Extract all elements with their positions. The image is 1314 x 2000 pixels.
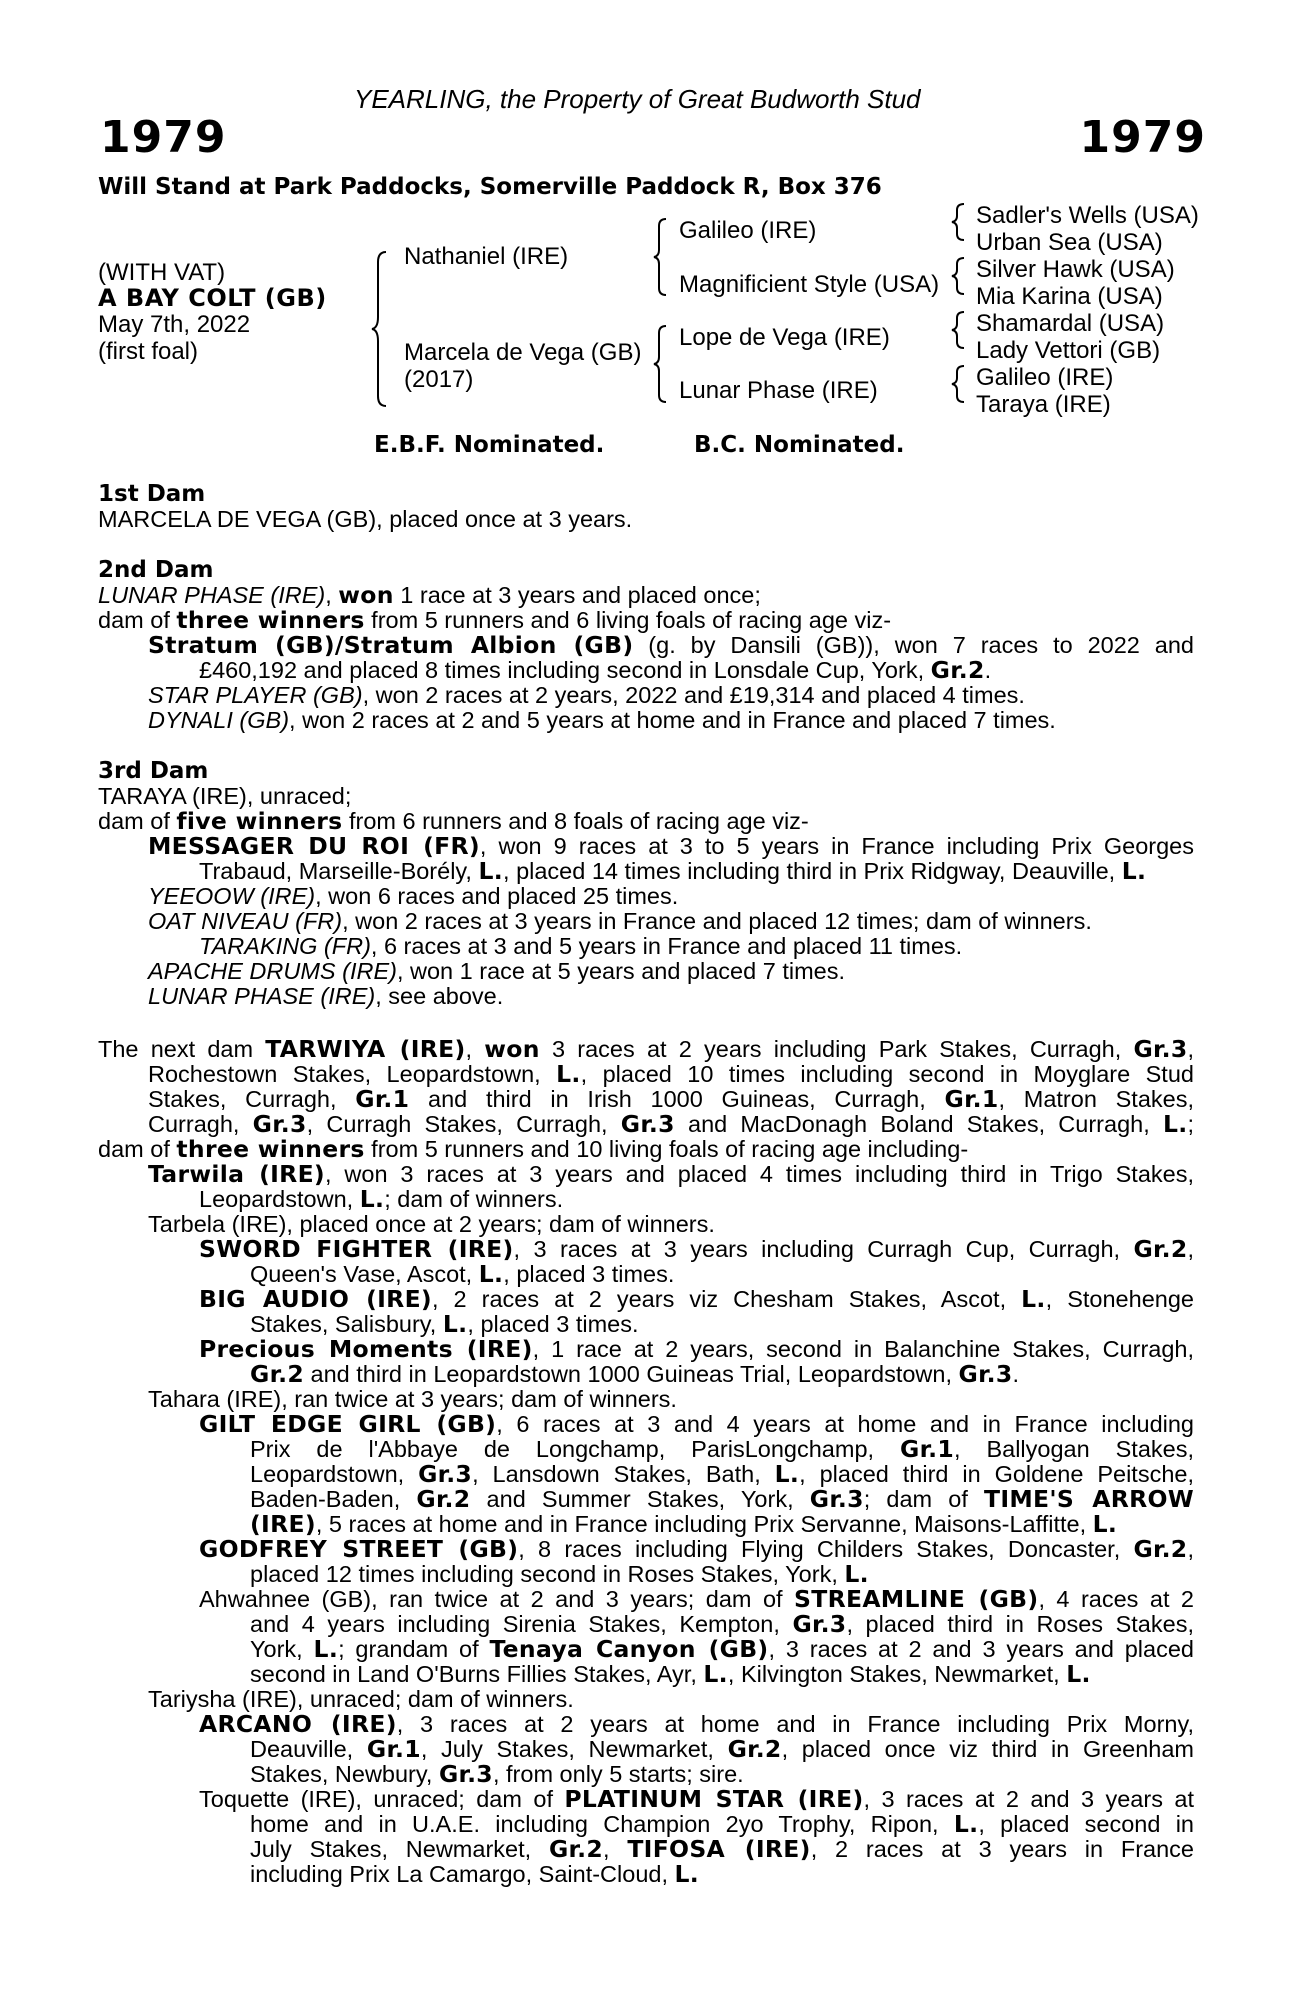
text-line xyxy=(199,1787,1194,1812)
text-run: dam of xyxy=(98,1136,177,1162)
text-run: home and in U.A.E. including Champion 2yo Trophy, Ripon, xyxy=(250,1811,954,1837)
grade: Gr.2 xyxy=(250,1360,305,1388)
text-line xyxy=(98,1037,1194,1062)
text-run: Tarbela (IRE), placed once at 2 years; dam of winners. xyxy=(148,1211,715,1237)
vat-note: (WITH VAT) xyxy=(98,259,226,286)
text-run: , Lansdown Stakes, Bath, xyxy=(472,1461,775,1487)
third-dam-body xyxy=(98,784,1194,1014)
grade: Gr.3 xyxy=(792,1610,847,1638)
bc-nominated: B.C. Nominated. xyxy=(694,432,905,458)
text-run: , from only 5 starts; sire. xyxy=(492,1761,744,1787)
text-run: dam of xyxy=(98,808,177,834)
grade: L. xyxy=(556,1060,581,1088)
pedigree-ddd: Taraya (IRE) xyxy=(976,391,1111,418)
ebf-nominated: E.B.F. Nominated. xyxy=(374,432,605,458)
text-line xyxy=(148,884,1194,909)
text-run: and third in Leopardstown 1000 Guineas Trial, Leopardstown, xyxy=(304,1361,959,1387)
grade: Gr.1 xyxy=(366,1735,421,1763)
second-dam-body xyxy=(98,583,1194,743)
grade: Gr.1 xyxy=(355,1085,410,1113)
pedigree-dds: Galileo (IRE) xyxy=(976,364,1114,391)
text-run: , won 1 race at 5 years and placed 7 times. xyxy=(396,958,846,984)
lot-name: A BAY COLT (GB) xyxy=(98,284,327,312)
text-run: , 4 races at 2 xyxy=(1038,1586,1195,1612)
pedigree-sire-dam: Magnificient Style (USA) xyxy=(679,271,940,298)
grade: L. xyxy=(313,1635,339,1663)
text-line xyxy=(250,1487,1194,1512)
text-run: , Kilvington Stakes, Newmarket, xyxy=(727,1661,1067,1687)
text-line xyxy=(199,1287,1194,1312)
text-line xyxy=(199,1587,1194,1612)
text-run: , 2 races at 3 years in France xyxy=(810,1836,1194,1862)
text-run: , 3 races at 2 and 3 years at xyxy=(863,1786,1194,1812)
text-line xyxy=(148,984,1194,1009)
horse-name: TIFOSA (IRE) xyxy=(627,1835,811,1863)
text-run: , placed once viz third in Greenham xyxy=(781,1736,1195,1762)
grade: Gr.2 xyxy=(930,656,985,684)
next-dam-body xyxy=(98,1037,1194,1897)
text-run: , 8 races including Flying Childers Stakes, Doncaster, xyxy=(518,1536,1134,1562)
text-line xyxy=(250,1862,1194,1887)
grade: L. xyxy=(1121,857,1147,885)
grade: L. xyxy=(1021,1285,1046,1313)
grade: Gr.3 xyxy=(418,1460,473,1488)
text-line xyxy=(199,859,1194,884)
text-line xyxy=(148,909,1194,934)
text-run: from 5 runners and 6 living foals of racing age viz- xyxy=(364,607,892,633)
text-line xyxy=(98,608,1194,633)
text-run: , 2 races at 2 years viz Chesham Stakes, Ascot, xyxy=(431,1286,1022,1312)
horse-name: LUNAR PHASE (IRE) xyxy=(98,582,326,608)
text-line xyxy=(148,1387,1194,1412)
emphasis: five winners xyxy=(176,807,343,835)
grade: L. xyxy=(1066,1660,1091,1688)
text-run: £460,192 and placed 8 times including second in Lonsdale Cup, York, xyxy=(199,657,931,683)
horse-name: GODFREY STREET (GB) xyxy=(199,1535,519,1563)
text-run: , won 6 races and placed 25 times. xyxy=(315,883,679,909)
text-run: , 6 races at 3 and 4 years at home and in France including xyxy=(496,1411,1195,1437)
pedigree-sdd: Mia Karina (USA) xyxy=(976,283,1163,310)
grade: L. xyxy=(774,1460,800,1488)
text-run: Stakes, Newbury, xyxy=(250,1761,439,1787)
text-run: Tahara (IRE), ran twice at 3 years; dam of winners. xyxy=(148,1386,677,1412)
text-line xyxy=(148,1087,1194,1112)
text-line xyxy=(148,959,1194,984)
text-line xyxy=(148,834,1194,859)
text-run: ; grandam of xyxy=(338,1636,490,1662)
text-line xyxy=(250,1637,1194,1662)
text-line xyxy=(250,1762,1194,1787)
text-run: Tariysha (IRE), unraced; dam of winners. xyxy=(148,1686,574,1712)
lot-number-right: 1979 xyxy=(1079,112,1206,163)
text-line xyxy=(148,1687,1194,1712)
text-line xyxy=(98,1137,1194,1162)
third-dam-heading: 3rd Dam xyxy=(98,758,209,784)
horse-name: (IRE) xyxy=(250,1510,316,1538)
text-run: , 1 race at 2 years, second in Balanchine Stakes, Curragh, xyxy=(532,1336,1195,1362)
text-line xyxy=(250,1737,1194,1762)
horse-name: Stratum (GB)/Stratum Albion (GB) xyxy=(148,631,634,659)
horse-name: OAT NIVEAU (FR) xyxy=(148,908,343,934)
text-run: , placed second in xyxy=(978,1811,1195,1837)
text-run: , see above. xyxy=(375,983,504,1009)
text-run: Stakes, Curragh, xyxy=(148,1086,356,1112)
text-line xyxy=(199,1187,1194,1212)
text-run: , Stonehenge xyxy=(1045,1286,1194,1312)
text-run: Ahwahnee (GB), ran twice at 2 and 3 years; dam of xyxy=(199,1586,795,1612)
text-run: 1 race at 3 years and placed once; xyxy=(393,582,761,608)
text-line xyxy=(199,1337,1194,1362)
text-run: Prix de l'Abbaye de Longchamp, ParisLongchamp, xyxy=(250,1436,900,1462)
first-dam-heading: 1st Dam xyxy=(98,481,206,507)
second-dam-heading: 2nd Dam xyxy=(98,557,214,583)
text-run: , 3 races at 2 years at home and in France including Prix Morny, xyxy=(396,1711,1195,1737)
text-line xyxy=(199,1712,1194,1737)
text-line xyxy=(250,1562,1194,1587)
horse-name: STAR PLAYER (GB) xyxy=(148,682,363,708)
grade: L. xyxy=(674,1860,700,1888)
grade: L. xyxy=(1162,1110,1188,1138)
stand-location: Will Stand at Park Paddocks, Somerville Paddock R, Box 376 xyxy=(98,174,882,200)
grade: Gr.2 xyxy=(727,1735,782,1763)
horse-name: ARCANO (IRE) xyxy=(199,1710,397,1738)
text-run: , xyxy=(325,582,339,608)
text-line xyxy=(98,583,1194,608)
horse-name: TARWIYA (IRE) xyxy=(265,1035,466,1063)
text-run: , xyxy=(1187,1536,1194,1562)
pedigree-dam-dam: Lunar Phase (IRE) xyxy=(679,377,878,404)
grade: Gr.1 xyxy=(944,1085,999,1113)
grade: L. xyxy=(953,1810,979,1838)
text-line xyxy=(250,1462,1194,1487)
text-run: . xyxy=(984,657,992,683)
pedigree-ssd: Urban Sea (USA) xyxy=(976,229,1163,256)
pedigree-brace-dam xyxy=(652,324,670,404)
horse-name: TARAKING (FR) xyxy=(199,933,371,959)
text-line xyxy=(250,1612,1194,1637)
grade: Gr.2 xyxy=(548,1835,603,1863)
text-line xyxy=(199,1537,1194,1562)
text-run: , placed 14 times including third in Prix Ridgway, Deauville, xyxy=(503,858,1122,884)
grade: L. xyxy=(703,1660,728,1688)
text-run: , won 9 races at 3 to 5 years in France including Prix Georges xyxy=(479,833,1194,859)
pedigree-dam: Marcela de Vega (GB) xyxy=(404,339,642,366)
text-run: , xyxy=(1187,1236,1195,1262)
grade: L. xyxy=(478,1260,504,1288)
text-line xyxy=(148,633,1194,658)
horse-name: GILT EDGE GIRL (GB) xyxy=(199,1410,497,1438)
pedigree-sss: Sadler's Wells (USA) xyxy=(976,202,1199,229)
pedigree-dam-sire: Lope de Vega (IRE) xyxy=(679,324,890,351)
text-run: The next dam xyxy=(98,1036,266,1062)
text-run: , July Stakes, Newmarket, xyxy=(420,1736,728,1762)
text-run: Rochestown Stakes, Leopardstown, xyxy=(148,1061,557,1087)
grade: L. xyxy=(844,1560,869,1588)
text-run: from 6 runners and 8 foals of racing age viz- xyxy=(342,808,809,834)
text-run: , 5 races at home and in France including Prix Servanne, Maisons-Laffitte, xyxy=(315,1511,1093,1537)
text-line xyxy=(98,809,1194,834)
pedigree-brace-sd xyxy=(950,256,968,296)
lot-number-left: 1979 xyxy=(100,112,227,163)
emphasis: three winners xyxy=(176,1135,365,1163)
text-line xyxy=(250,1512,1194,1537)
text-run: (g. by Dansili (GB)), won 7 races to 2022 and xyxy=(633,632,1195,658)
lot-foal-note: (first foal) xyxy=(98,338,199,365)
horse-name: DYNALI (GB) xyxy=(148,707,290,733)
text-run: , won 2 races at 2 years, 2022 and £19,314 and placed 4 times. xyxy=(362,682,1025,708)
grade: Gr.3 xyxy=(252,1110,307,1138)
text-run: ; dam of winners. xyxy=(384,1186,564,1212)
text-run: from 5 runners and 10 living foals of racing age including- xyxy=(364,1136,969,1162)
text-line xyxy=(148,708,1194,733)
grade: Gr.2 xyxy=(416,1485,471,1513)
horse-name: LUNAR PHASE (IRE) xyxy=(148,983,376,1009)
text-run: 3 races at 2 years including Park Stakes, Curragh, xyxy=(539,1036,1134,1062)
text-run: Leopardstown, xyxy=(250,1461,419,1487)
text-line xyxy=(98,784,1194,809)
horse-name: PLATINUM STAR (IRE) xyxy=(564,1785,864,1813)
text-line xyxy=(148,1062,1194,1087)
grade: Gr.3 xyxy=(809,1485,864,1513)
text-run: , placed third in Goldene Peitsche, xyxy=(799,1461,1194,1487)
text-run: , won 3 races at 3 years and placed 4 times including third in Trigo Stakes, xyxy=(324,1161,1194,1187)
horse-name: Precious Moments (IRE) xyxy=(199,1335,533,1363)
grade: L. xyxy=(442,1310,468,1338)
text-line xyxy=(250,1262,1194,1287)
text-line xyxy=(199,1237,1194,1262)
text-run: including Prix La Camargo, Saint-Cloud, xyxy=(250,1861,675,1887)
grade: L. xyxy=(359,1185,385,1213)
text-run: , won 2 races at 3 years in France and placed 12 times; dam of winners. xyxy=(342,908,1092,934)
horse-name: STREAMLINE (GB) xyxy=(794,1585,1039,1613)
text-line xyxy=(250,1812,1194,1837)
text-line xyxy=(250,1362,1194,1387)
text-run: , xyxy=(1187,1036,1195,1062)
horse-name: TIME'S ARROW xyxy=(984,1485,1194,1513)
text-run: York, xyxy=(250,1636,314,1662)
text-line xyxy=(148,683,1194,708)
text-run: , 3 races at 3 years including Curragh Cup, Curragh, xyxy=(513,1236,1134,1262)
text-run: July Stakes, Newmarket, xyxy=(250,1836,549,1862)
text-line xyxy=(148,1112,1194,1137)
horse-name: MESSAGER DU ROI (FR) xyxy=(148,832,480,860)
text-line xyxy=(199,934,1194,959)
pedigree-dam-year: (2017) xyxy=(404,366,474,393)
grade: Gr.3 xyxy=(958,1360,1013,1388)
pedigree-dsd: Lady Vettori (GB) xyxy=(976,337,1161,364)
pedigree-sire: Nathaniel (IRE) xyxy=(404,243,569,270)
text-line xyxy=(250,1662,1194,1687)
pedigree-brace-ss xyxy=(950,202,968,242)
text-run: , xyxy=(465,1036,485,1062)
grade: Gr.3 xyxy=(438,1760,493,1788)
emphasis: won xyxy=(338,581,394,609)
emphasis: three winners xyxy=(176,606,365,634)
first-dam-text: MARCELA DE VEGA (GB), placed once at 3 years. xyxy=(98,506,633,532)
text-run: TARAYA (IRE), unraced; xyxy=(98,783,352,809)
text-run: second in Land O'Burns Fillies Stakes, Ayr, xyxy=(250,1661,704,1687)
text-line xyxy=(250,1312,1194,1337)
text-run: , Matron Stakes, xyxy=(998,1086,1194,1112)
text-run: , placed third in Roses Stakes, xyxy=(846,1611,1194,1637)
text-run: Trabaud, Marseille-Borély, xyxy=(199,858,479,884)
text-run: Curragh, xyxy=(148,1111,253,1137)
text-line xyxy=(148,1162,1194,1187)
grade: L. xyxy=(478,857,504,885)
text-run: , 6 races at 3 and 5 years in France and placed 11 times. xyxy=(370,933,963,959)
text-run: , placed 3 times. xyxy=(503,1261,675,1287)
text-run: , Ballyogan Stakes, xyxy=(954,1436,1194,1462)
grade: Gr.3 xyxy=(1133,1035,1188,1063)
text-run: ; xyxy=(1187,1111,1194,1137)
text-line xyxy=(148,1212,1194,1237)
horse-name: BIG AUDIO (IRE) xyxy=(199,1285,432,1313)
text-run: Deauville, xyxy=(250,1736,367,1762)
pedigree-dss: Shamardal (USA) xyxy=(976,310,1165,337)
text-run: and Summer Stakes, York, xyxy=(470,1486,810,1512)
text-run: Leopardstown, xyxy=(199,1186,360,1212)
catalogue-subtitle: YEARLING, the Property of Great Budworth Stud xyxy=(354,84,921,114)
text-run: , 3 races at 2 and 3 years and placed xyxy=(768,1636,1194,1662)
text-run: , Curragh Stakes, Curragh, xyxy=(306,1111,621,1137)
horse-name: SWORD FIGHTER (IRE) xyxy=(199,1235,514,1263)
pedigree-brace-ds xyxy=(950,310,968,350)
horse-name: YEEOOW (IRE) xyxy=(148,883,316,909)
text-run: and 4 years including Sirenia Stakes, Kempton, xyxy=(250,1611,793,1637)
text-run: , xyxy=(602,1836,628,1862)
text-line xyxy=(199,1412,1194,1437)
text-line xyxy=(250,1437,1194,1462)
text-run: dam of xyxy=(98,607,177,633)
text-run: . xyxy=(1012,1361,1020,1387)
text-run: ; dam of xyxy=(863,1486,984,1512)
horse-name: Tenaya Canyon (GB) xyxy=(489,1635,769,1663)
pedigree-brace-dd xyxy=(950,364,968,404)
pedigree-brace-main xyxy=(370,250,390,408)
text-run: and third in Irish 1000 Guineas, Curragh, xyxy=(409,1086,945,1112)
pedigree-brace-sire xyxy=(652,217,670,297)
grade: Gr.3 xyxy=(620,1110,675,1138)
text-run: Baden-Baden, xyxy=(250,1486,417,1512)
text-line xyxy=(250,1837,1194,1862)
emphasis: won xyxy=(484,1035,540,1063)
text-run: Queen's Vase, Ascot, xyxy=(250,1261,479,1287)
grade: Gr.2 xyxy=(1133,1235,1188,1263)
text-line xyxy=(199,658,1194,683)
lot-dob: May 7th, 2022 xyxy=(98,311,251,338)
text-run: , won 2 races at 2 and 5 years at home and in France and placed 7 times. xyxy=(289,707,1056,733)
text-run: Stakes, Salisbury, xyxy=(250,1311,443,1337)
text-run: , placed 10 times including second in Moyglare Stud xyxy=(580,1061,1194,1087)
text-run: and MacDonagh Boland Stakes, Curragh, xyxy=(674,1111,1163,1137)
text-run: Toquette (IRE), unraced; dam of xyxy=(199,1786,565,1812)
grade: L. xyxy=(1092,1510,1118,1538)
horse-name: Tarwila (IRE) xyxy=(148,1160,325,1188)
pedigree-sire-sire: Galileo (IRE) xyxy=(679,217,817,244)
text-run: , placed 3 times. xyxy=(467,1311,639,1337)
pedigree-sds: Silver Hawk (USA) xyxy=(976,256,1175,283)
grade: Gr.2 xyxy=(1133,1535,1188,1563)
text-run: placed 12 times including second in Roses Stakes, York, xyxy=(250,1561,845,1587)
grade: Gr.1 xyxy=(899,1435,954,1463)
horse-name: APACHE DRUMS (IRE) xyxy=(148,958,397,984)
